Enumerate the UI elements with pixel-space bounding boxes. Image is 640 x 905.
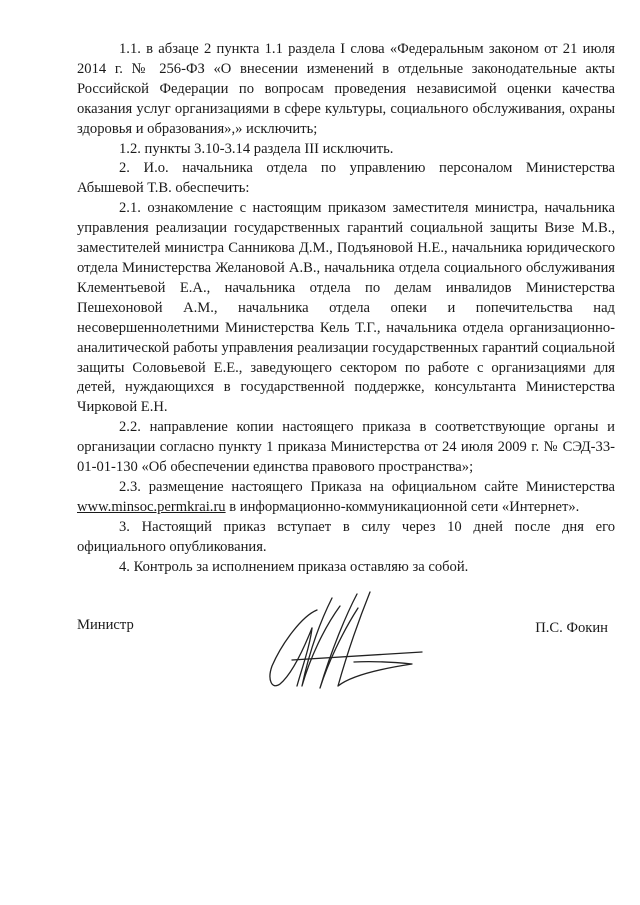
paragraph-2-3 bbox=[77, 478, 615, 518]
paragraph-2-3-after: в информационно-коммуникационной сети «Интернет». bbox=[225, 498, 580, 515]
paragraph-3: 3. Настоящий приказ вступает в силу через 10 дней после дня его официального опубликования. bbox=[77, 518, 615, 555]
ministry-website-link[interactable]: www.minsoc.permkrai.ru bbox=[77, 498, 226, 515]
paragraph-1-1: 1.1. в абзаце 2 пункта 1.1 раздела I слова «Федеральным законом от 21 июля 2014 г. № 256-ФЗ «О внесении изменений в отдельные законодательные акты Российской Федерации по вопросам проведения независимой оценки качества оказания услуг организациями в сфере культуры, социального обслуживания, охраны здоровья и образования»,» исключить; bbox=[77, 41, 615, 137]
paragraph-2-1: 2.1. ознакомление с настоящим приказом заместителя министра, начальника управления реализации государственных гарантий социальной защиты Визе М.В., заместителей министра Санникова Д.М., Подъяновой Н.Е., начальника юридического отдела Министерства Желановой А.В., начальника отдела социального обслуживания Клементьевой Е.А., начальника отдела по делам инвалидов Министерства Пешехоновой А.М., начальника отдела опеки и попечительства над несовершеннолетними Министерства Кель Т.Г., начальника отдела организационно-аналитической работы управления реализации государственных гарантий социальной защиты Соловьевой Е.Е., заведующего сектором по работе с организациями для детей, нуждающихся в государственной поддержке, консультанта Министерства Чирковой Е.Н. bbox=[77, 200, 615, 416]
paragraph-2: 2. И.о. начальника отдела по управлению персоналом Министерства Абышевой Т.В. обеспечить: bbox=[77, 160, 615, 197]
paragraph-4: 4. Контроль за исполнением приказа оставляю за собой. bbox=[119, 558, 469, 575]
signatory-name: П.С. Фокин bbox=[535, 620, 608, 636]
document-body bbox=[77, 40, 615, 577]
handwritten-signature bbox=[262, 588, 432, 698]
signatory-title: Министр bbox=[77, 617, 134, 633]
paragraph-1-2: 1.2. пункты 3.10-3.14 раздела III исключить. bbox=[119, 140, 394, 157]
paragraph-2-3-before: 2.3. размещение настоящего Приказа на официальном сайте Министерства bbox=[119, 478, 615, 495]
paragraph-2-2: 2.2. направление копии настоящего приказа в соответствующие органы и организации согласно пункту 1 приказа Министерства от 24 июля 2009 г. № СЭД-33-01-01-130 «Об обеспечении единства правового пространства»; bbox=[77, 419, 615, 476]
